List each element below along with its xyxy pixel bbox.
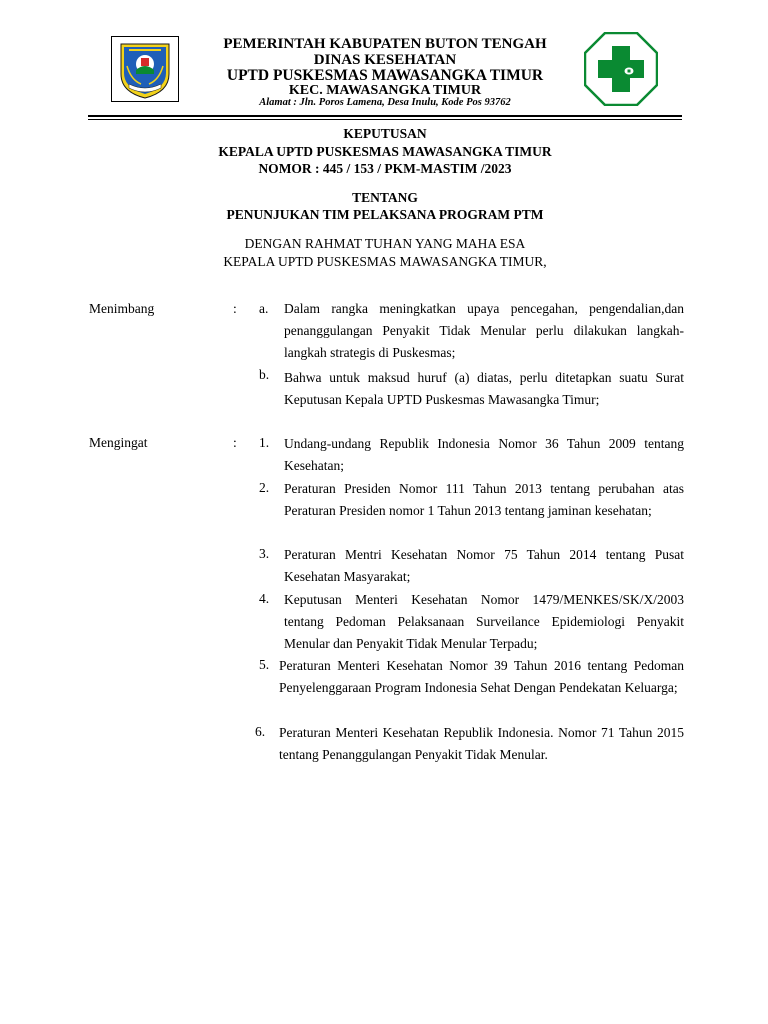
menimbang-item-text: Bahwa untuk maksud huruf (a) diatas, perlu ditetapkan suatu Surat Keputusan Kepala UPTD Puskesmas Mawasangka Timur; xyxy=(284,370,684,407)
mengingat-item-text: Peraturan Menteri Kesehatan Nomor 39 Tahun 2016 tentang Pedoman Penyelenggaraan Program Indonesia Sehat Dengan Pendekatan Keluarga; xyxy=(279,658,684,695)
letterhead-rule-thin xyxy=(88,119,682,120)
mengingat-item-marker: 3. xyxy=(259,546,270,561)
menimbang-item-text: Dalam rangka meningkatkan upaya pencegahan, pengendalian,dan penanggulangan Penyakit Tidak Menular perlu dilakukan langkah-langkah strategis di Puskesmas; xyxy=(284,301,684,360)
puskesmas-cross-logo-icon xyxy=(584,32,658,106)
letterhead-address: Alamat : Jln. Poros Lamena, Desa Inulu, Kode Pos 93762 xyxy=(259,97,511,108)
mengingat-item-marker: 5. xyxy=(259,657,270,672)
mengingat-colon: : xyxy=(233,435,237,450)
mengingat-item-text: Peraturan Presiden Nomor 111 Tahun 2013 tentang perubahan atas Peraturan Presiden nomor 1 Tahun 2013 tentang jaminan kesehatan; xyxy=(284,481,684,518)
decree-title: KEPUTUSAN xyxy=(343,126,427,141)
decree-subject: PENUNJUKAN TIM PELAKSANA PROGRAM PTM xyxy=(226,207,544,222)
mengingat-item-marker: 6. xyxy=(255,724,266,739)
letterhead-government-name: PEMERINTAH KABUPATEN BUTON TENGAH xyxy=(223,36,547,52)
mengingat-item-marker: 1. xyxy=(259,435,270,450)
preamble-line-2: KEPALA UPTD PUSKESMAS MAWASANGKA TIMUR, xyxy=(223,254,547,269)
mengingat-item-marker: 4. xyxy=(259,591,270,606)
menimbang-item-marker: a. xyxy=(259,301,269,316)
decree-number: NOMOR : 445 / 153 / PKM-MASTIM /2023 xyxy=(258,161,512,176)
letterhead-institution-name: UPTD PUSKESMAS MAWASANGKA TIMUR xyxy=(226,67,544,84)
kabupaten-buton-tengah-emblem-icon xyxy=(111,36,179,102)
decree-about-label: TENTANG xyxy=(352,190,418,205)
menimbang-label: Menimbang xyxy=(89,301,155,316)
mengingat-item-text: Undang-undang Republik Indonesia Nomor 36 Tahun 2009 tentang Kesehatan; xyxy=(284,436,684,473)
mengingat-item-marker: 2. xyxy=(259,480,270,495)
menimbang-colon: : xyxy=(233,301,237,316)
letterhead-rule-thick xyxy=(88,115,682,117)
mengingat-item-text: Keputusan Menteri Kesehatan Nomor 1479/MENKES/SK/X/2003 tentang Pedoman Pelaksanaan Surveilance Epidemiologi Penyakit Menular dan Penyakit Tidak Menular Terpadu; xyxy=(284,592,684,651)
mengingat-item-text: Peraturan Menteri Kesehatan Republik Indonesia. Nomor 71 Tahun 2015 tentang Penanggulangan Penyakit Tidak Menular. xyxy=(279,725,684,762)
menimbang-item-marker: b. xyxy=(259,367,270,382)
letterhead-department-name: DINAS KESEHATAN xyxy=(313,52,457,68)
decree-issuer: KEPALA UPTD PUSKESMAS MAWASANGKA TIMUR xyxy=(218,144,552,159)
mengingat-label: Mengingat xyxy=(89,435,148,450)
mengingat-item-text: Peraturan Mentri Kesehatan Nomor 75 Tahun 2014 tentang Pusat Kesehatan Masyarakat; xyxy=(284,547,684,584)
preamble-line-1: DENGAN RAHMAT TUHAN YANG MAHA ESA xyxy=(244,236,526,251)
letterhead-district-name: KEC. MAWASANGKA TIMUR xyxy=(288,83,482,98)
